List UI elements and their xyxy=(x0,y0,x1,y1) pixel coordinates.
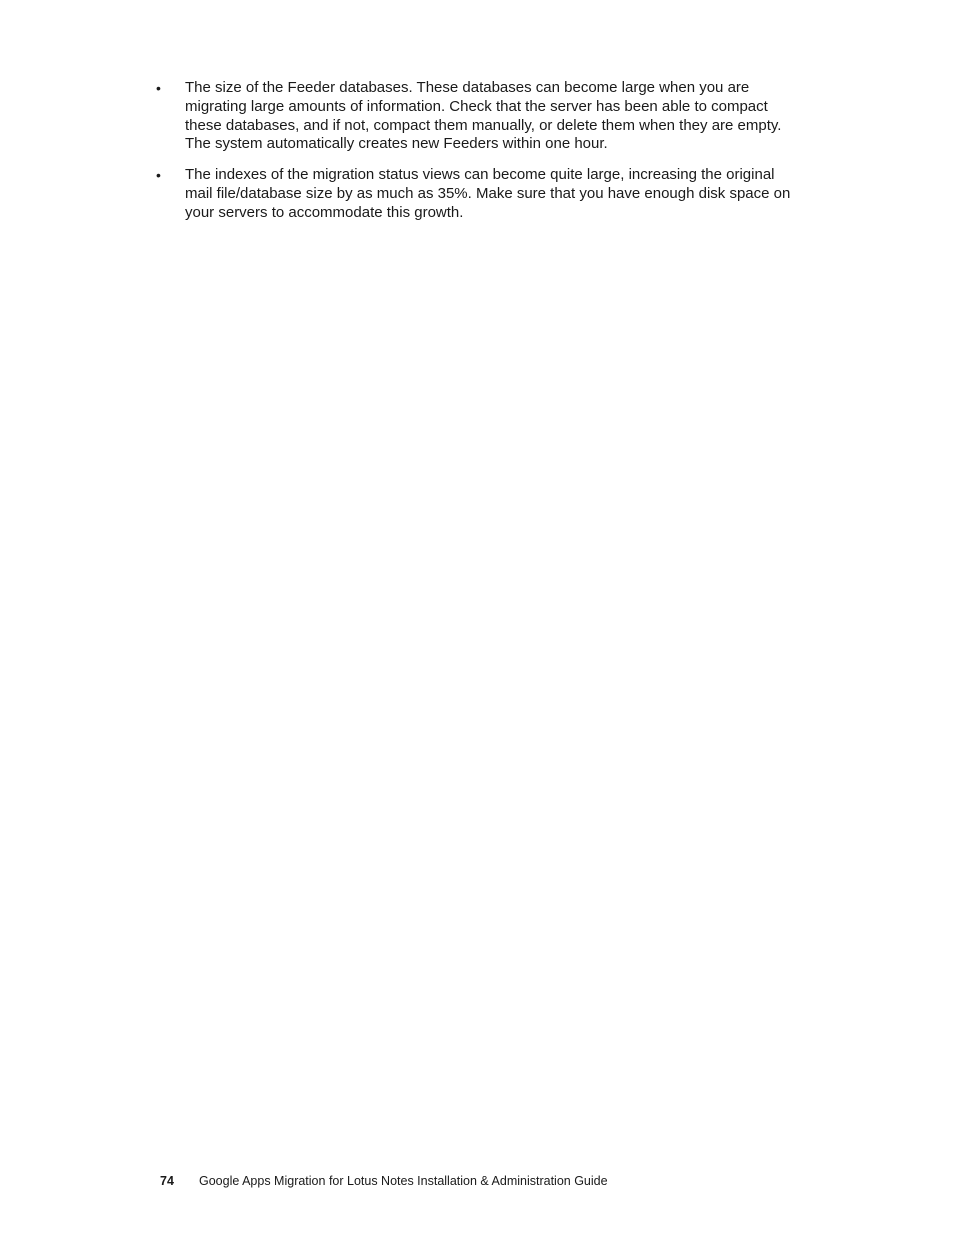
page-number: 74 xyxy=(160,1174,174,1188)
footer-title: Google Apps Migration for Lotus Notes Installation & Administration Guide xyxy=(199,1174,608,1188)
bullet-marker: • xyxy=(156,80,161,96)
list-item xyxy=(154,166,804,222)
list-item-text: The size of the Feeder databases. These databases can become large when you are migrating large amounts of information. Check that the server has been able to compact these databases, and if not, compact them manually, or delete them when they are empty. The system automatically creates new Feeders within one hour. xyxy=(185,79,782,153)
list-item-text: The indexes of the migration status views can become quite large, increasing the original mail file/database size by as much as 35%. Make sure that you have enough disk space on your servers to accommodate this growth. xyxy=(185,166,791,221)
list-item xyxy=(154,79,804,154)
bullet-marker: • xyxy=(156,167,161,184)
bullet-list xyxy=(154,79,804,235)
page-footer xyxy=(160,1173,608,1189)
